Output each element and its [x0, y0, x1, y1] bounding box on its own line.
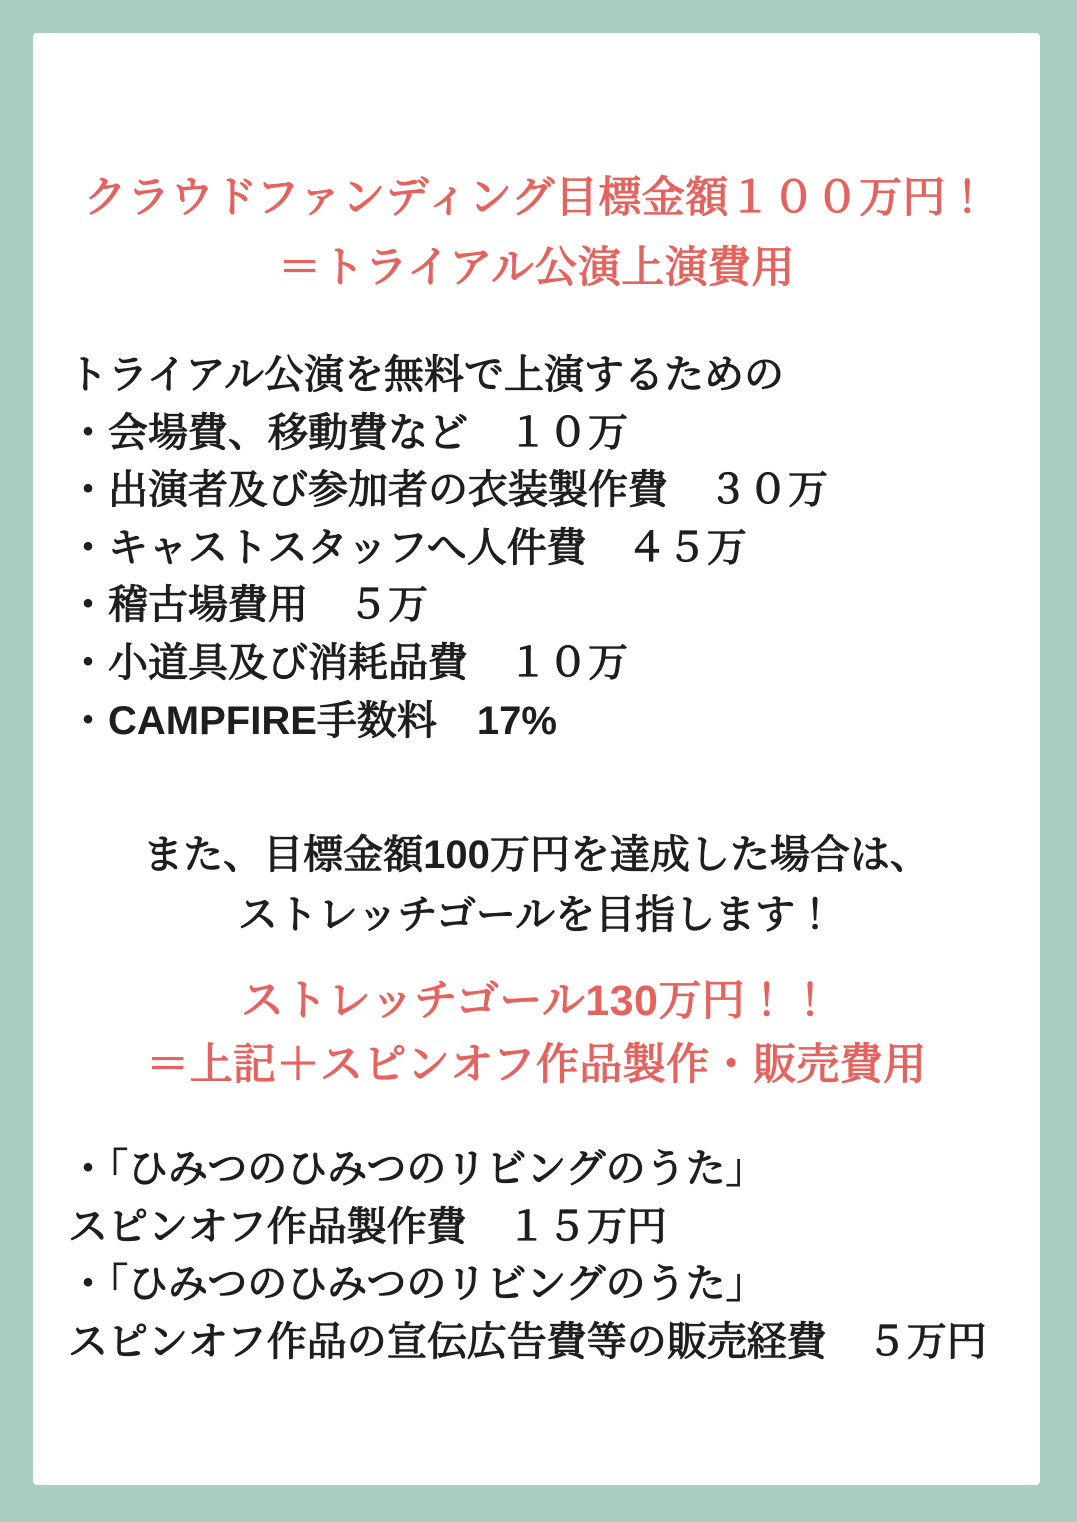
goal-heading-line-2: ＝トライアル公演上演費用 [278, 244, 795, 292]
goal-heading-line-1: クラウドファンディング目標金額１００万円！ [83, 174, 990, 222]
goal-heading [68, 163, 1005, 303]
trial-cost-section [68, 347, 1005, 750]
trial-intro: トライアル公演を無料で上演するための [68, 353, 784, 397]
trial-cost-item-staff: ・キャストスタッフへ人件費 ４５万 [68, 525, 747, 570]
stretch-cost-item-advertising: スピンオフ作品の宣伝広告費等の販売経費 ５万円 [68, 1319, 987, 1364]
stretch-goal-heading [68, 969, 1005, 1097]
content-card [33, 33, 1040, 1485]
stretch-heading-line-1: ストレッチゴール130万円！！ [240, 977, 833, 1026]
stretch-cost-section [68, 1141, 1005, 1371]
trial-cost-item-props: ・小道具及び消耗品費 １０万 [68, 640, 628, 685]
stretch-note-line-2: ストレッチゴールを目指します！ [237, 893, 836, 938]
trial-cost-item-costume: ・出演者及び参加者の衣装製作費 ３０万 [68, 468, 828, 513]
stretch-cost-item-title-1: ・「ひみつのひみつのリビングのうた」 [68, 1147, 766, 1192]
stretch-cost-item-production: スピンオフ作品製作費 １５万円 [68, 1204, 667, 1249]
stretch-heading-line-2: ＝上記＋スピンオフ作品製作・販売費用 [146, 1041, 927, 1090]
stretch-cost-item-title-2: ・「ひみつのひみつのリビングのうた」 [68, 1262, 766, 1307]
trial-cost-item-fee: ・CAMPFIRE手数料 17% [68, 698, 557, 743]
trial-cost-item-rehearsal: ・稽古場費用 ５万 [68, 583, 428, 628]
stretch-note-line-1: また、目標金額100万円を達成した場合は、 [143, 833, 930, 878]
trial-cost-item-venue: ・会場費、移動費など １０万 [68, 410, 628, 455]
stretch-goal-note [68, 825, 1005, 945]
